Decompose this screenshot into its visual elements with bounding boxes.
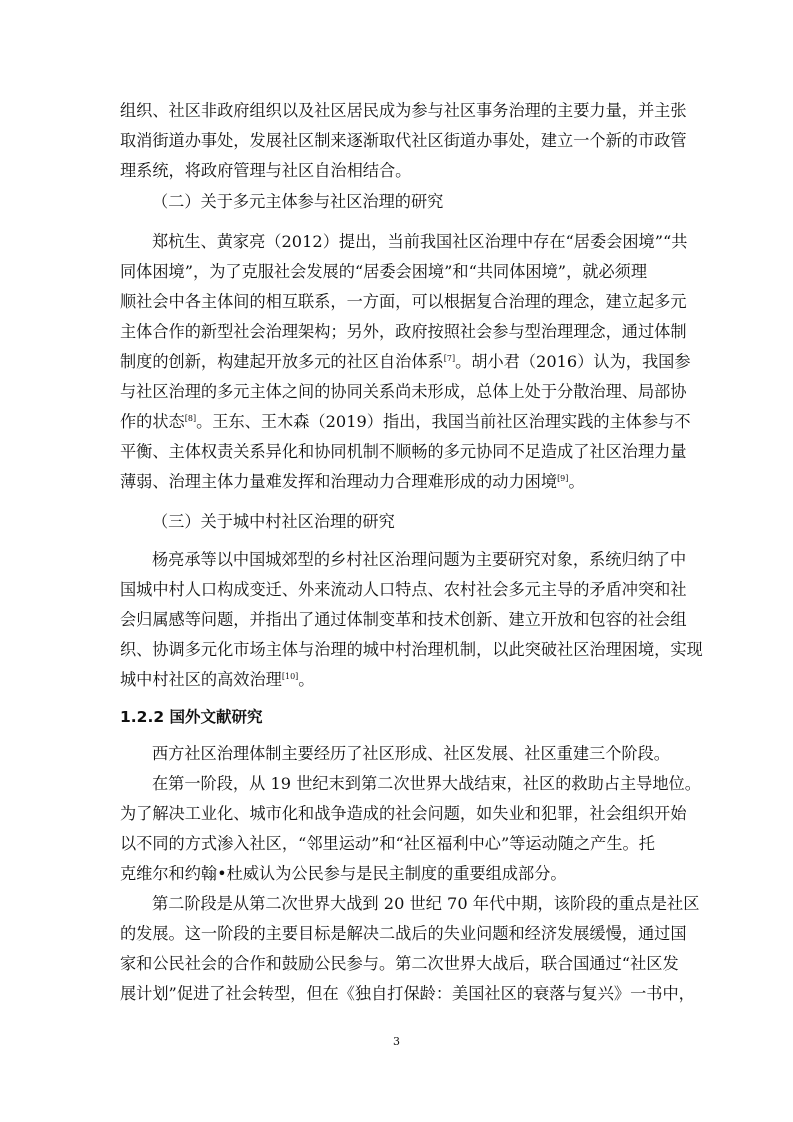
- citation-ref: [10]: [281, 672, 299, 681]
- body-line: [120, 472, 585, 492]
- body-line: 主体合作的新型社会治理架构；另外，政府按照社会参与型治理理念，通过体制: [120, 322, 687, 341]
- citation-ref: [7]: [443, 354, 456, 363]
- body-line: 第二阶段是从第二次世界大战到 20 世纪 70 年代中期，该阶段的重点是社区: [152, 894, 700, 913]
- body-line: 在第一阶段，从 19 世纪末到第二次世界大战结束，社区的救助占主导地位。: [152, 774, 701, 793]
- body-line: 织、协调多元化市场主体与治理的城中村治理机制，以此突破社区治理困境，实现: [120, 640, 703, 659]
- body-line: 的发展。这一阶段的主要目标是解决二战后的失业问题和经济发展缓慢，通过国: [120, 924, 687, 943]
- line-text: 。: [298, 670, 315, 689]
- body-line: [120, 412, 691, 432]
- body-line: 家和公民社会的合作和鼓励公民参与。第二次世界大战后，联合国通过“社区发: [120, 954, 679, 973]
- body-line: 以不同的方式渗入社区，“邻里运动”和“社区福利中心”等运动随之产生。托: [120, 834, 655, 853]
- section-heading: （三）关于城中村社区治理的研究: [152, 512, 395, 531]
- body-line: 国城中村人口构成变迁、外来流动人口特点、农村社会多元主导的矛盾冲突和社: [120, 580, 687, 599]
- body-line: 平衡、主体权责关系异化和协同机制不顺畅的多元协同不足造成了社区治理力量: [120, 442, 687, 461]
- citation-ref: [9]: [557, 474, 569, 483]
- body-line: 会归属感等问题，并指出了通过体制变革和技术创新、建立开放和包容的社会组: [120, 610, 687, 629]
- body-line: 顺社会中各主体间的相互联系，一方面，可以根据复合治理的理念，建立起多元: [120, 292, 687, 311]
- section-heading: （二）关于多元主体参与社区治理的研究: [152, 192, 444, 211]
- body-line: 同体困境”，为了克服社会发展的“居委会困境”和“共同体困境”，就必须理: [120, 262, 648, 281]
- line-text: 。: [568, 472, 585, 491]
- line-text: 制度的创新，构建起开放多元的社区自治体系: [120, 352, 444, 371]
- subsection-heading: 1.2.2 国外文献研究: [120, 708, 263, 726]
- body-line: 与社区治理的多元主体之间的协同关系尚未形成，总体上处于分散治理、局部协: [120, 382, 687, 401]
- page-number: 3: [393, 1035, 400, 1048]
- line-text: 作的状态: [120, 412, 185, 431]
- body-line: 理系统，将政府管理与社区自治相结合。: [120, 161, 412, 180]
- body-line: 组织、社区非政府组织以及社区居民成为参与社区事务治理的主要力量，并主张: [120, 101, 687, 120]
- line-text: 薄弱、治理主体力量难发挥和治理动力合理难形成的动力困境: [120, 472, 558, 491]
- body-line: 取消街道办事处，发展社区制来逐渐取代社区街道办事处，建立一个新的市政管: [120, 131, 687, 150]
- body-line: [120, 352, 691, 372]
- citation-ref: [8]: [184, 414, 197, 423]
- line-text: 。王东、王木森（2019）指出，我国当前社区治理实践的主体参与不: [196, 412, 691, 431]
- body-line: 为了解决工业化、城市化和战争造成的社会问题，如失业和犯罪，社会组织开始: [120, 804, 687, 823]
- body-line: [120, 670, 314, 690]
- line-text: 。胡小君（2016）认为，我国参: [455, 352, 691, 371]
- body-line: 西方社区治理体制主要经历了社区形成、社区发展、社区重建三个阶段。: [152, 744, 670, 763]
- line-text: 城中村社区的高效治理: [120, 670, 282, 689]
- body-line: 展计划”促进了社会转型，但在《独自打保龄：美国社区的衰落与复兴》一书中，: [120, 984, 695, 1003]
- body-line: 郑杭生、黄家亮（2012）提出，当前我国社区治理中存在“居委会困境”“共: [152, 232, 688, 251]
- body-line: 克维尔和约翰•杜威认为公民参与是民主制度的重要组成部分。: [120, 864, 567, 883]
- body-line: 杨亮承等以中国城郊型的乡村社区治理问题为主要研究对象，系统归纳了中: [152, 550, 687, 569]
